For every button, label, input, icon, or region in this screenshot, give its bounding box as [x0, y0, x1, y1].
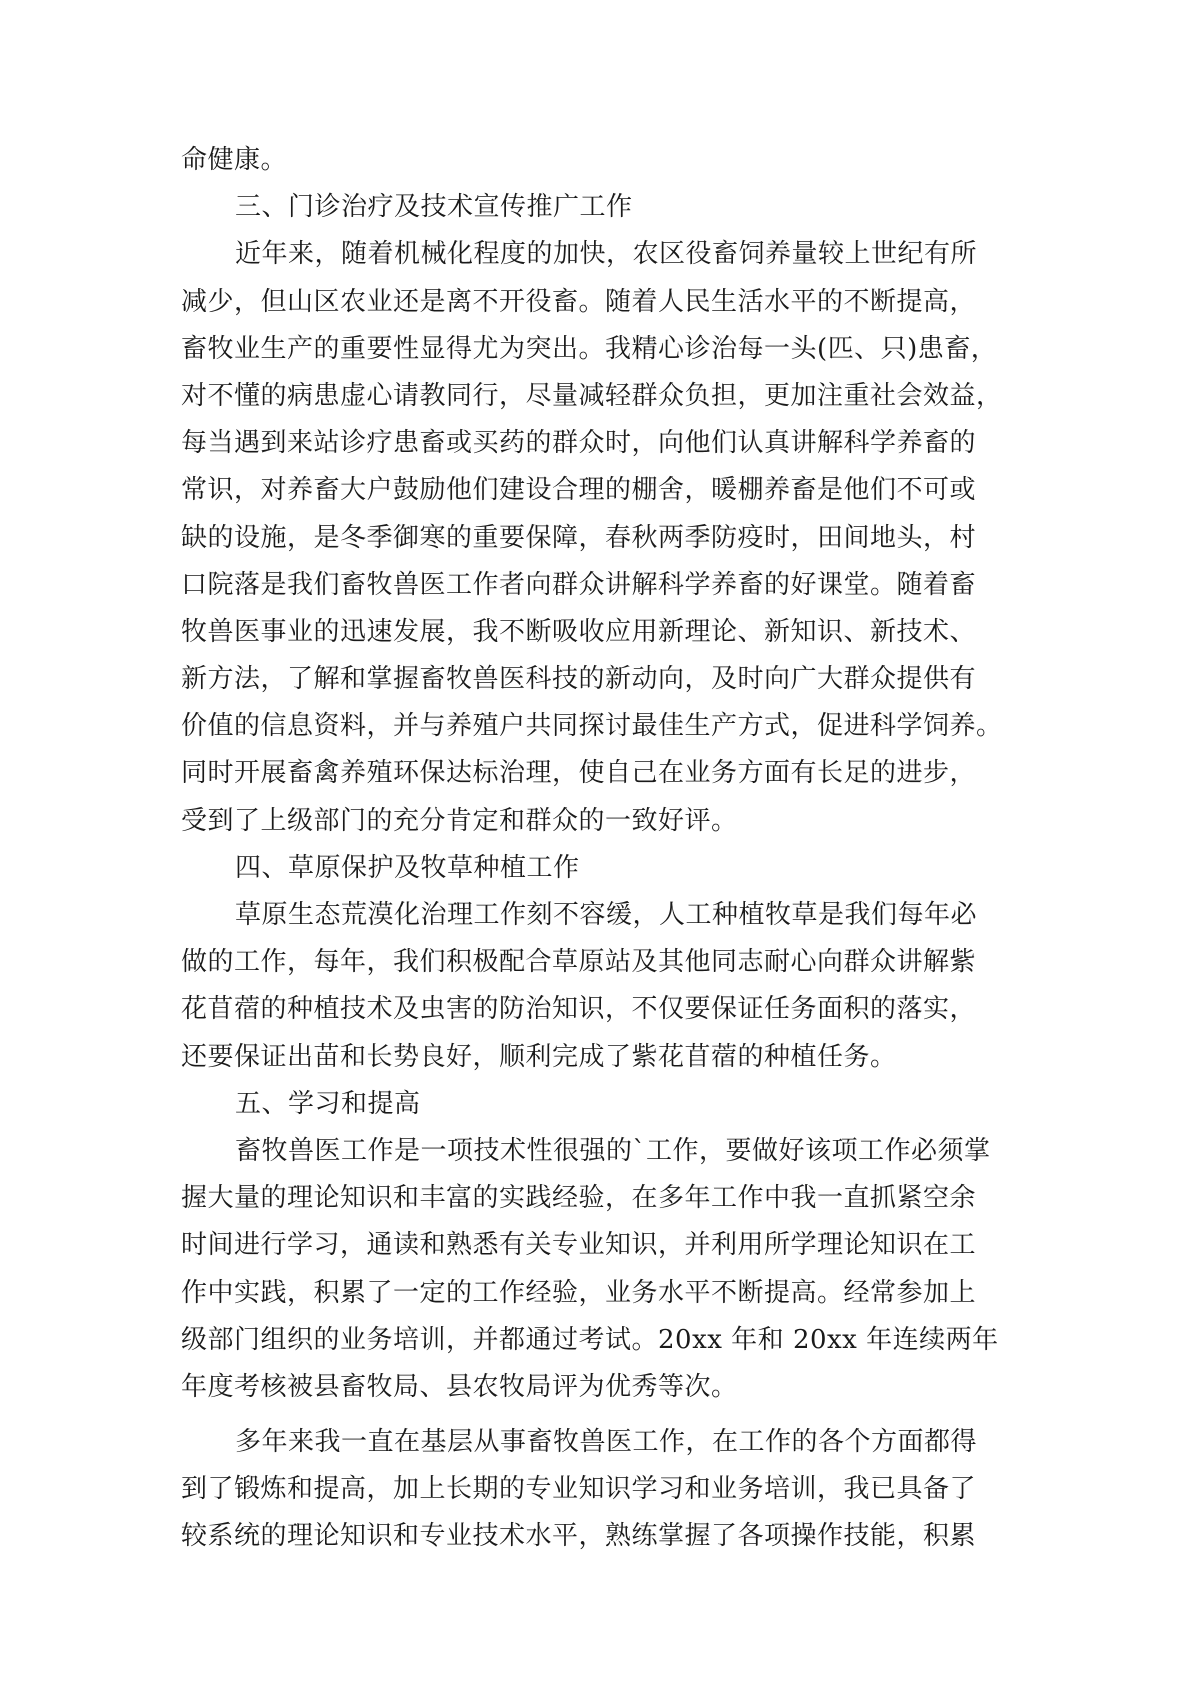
text-line: 四、草原保护及牧草种植工作	[235, 852, 580, 883]
text-line: 草原生态荒漠化治理工作刻不容缓，人工种植牧草是我们每年必	[235, 900, 978, 930]
text-line: 命健康。	[181, 145, 288, 175]
text-line: 同时开展畜禽养殖环保达标治理，使自己在业务方面有长足的进步，	[181, 758, 977, 789]
text-line: 缺的设施，是冬季御寒的重要保障，春秋两季防疫时，田间地头，村	[181, 522, 977, 553]
text-line: 五、学习和提高	[235, 1088, 421, 1119]
text-line: 握大量的理论知识和丰富的实践经验，在多年工作中我一直抓紧空余	[181, 1183, 977, 1214]
text-line: 常识，对养畜大户鼓励他们建设合理的棚舍，暖棚养畜是他们不可或	[181, 475, 977, 506]
text-line: 做的工作，每年，我们积极配合草原站及其他同志耐心向群众讲解紫	[181, 947, 977, 978]
text-line: 减少，但山区农业还是离不开役畜。随着人民生活水平的不断提高，	[181, 286, 977, 317]
text-line: 到了锻炼和提高，加上长期的专业知识学习和业务培训，我已具备了	[181, 1474, 977, 1505]
text-line: 三、门诊治疗及技术宣传推广工作	[235, 192, 633, 223]
text-line: 近年来，随着机械化程度的加快，农区役畜饲养量较上世纪有所	[235, 239, 978, 270]
text-line: 牧兽医事业的迅速发展，我不断吸收应用新理论、新知识、新技术、	[181, 616, 977, 647]
text-line: 每当遇到来站诊疗患畜或买药的群众时，向他们认真讲解科学养畜的	[181, 428, 977, 459]
text-line: 价值的信息资料，并与养殖户共同探讨最佳生产方式，促进科学饲养。	[181, 711, 1003, 742]
text-line: 还要保证出苗和长势良好，顺利完成了紫花苜蓿的种植任务。	[181, 1041, 897, 1072]
text-line: 时间进行学习，通读和熟悉有关专业知识，并利用所学理论知识在工	[181, 1230, 977, 1261]
text-line: 新方法，了解和掌握畜牧兽医科技的新动向，及时向广大群众提供有	[181, 664, 977, 695]
text-line: 作中实践，积累了一定的工作经验，业务水平不断提高。经常参加上	[181, 1277, 977, 1308]
text-line: 级部门组织的业务培训，并都通过考试。20xx 年和 20xx 年连续两年	[181, 1324, 999, 1355]
text-line: 年度考核被县畜牧局、县农牧局评为优秀等次。	[181, 1371, 738, 1402]
text-line: 受到了上级部门的充分肯定和群众的一致好评。	[181, 805, 738, 836]
text-line: 畜牧业生产的重要性显得尤为突出。我精心诊治每一头(匹、只)患畜，	[181, 333, 998, 364]
text-line: 畜牧兽医工作是一项技术性很强的`工作，要做好该项工作必须掌	[235, 1135, 991, 1166]
text-line: 口院落是我们畜牧兽医工作者向群众讲解科学养畜的好课堂。随着畜	[181, 569, 977, 600]
text-line: 较系统的理论知识和专业技术水平，熟练掌握了各项操作技能，积累	[181, 1521, 977, 1552]
text-line: 多年来我一直在基层从事畜牧兽医工作，在工作的各个方面都得	[235, 1427, 978, 1458]
document-body	[181, 137, 1021, 1561]
text-line: 对不懂的病患虚心请教同行，尽量减轻群众负担，更加注重社会效益，	[181, 380, 1003, 411]
text-line: 花苜蓿的种植技术及虫害的防治知识，不仅要保证任务面积的落实，	[181, 994, 977, 1025]
paragraph-gap	[181, 1411, 1021, 1419]
